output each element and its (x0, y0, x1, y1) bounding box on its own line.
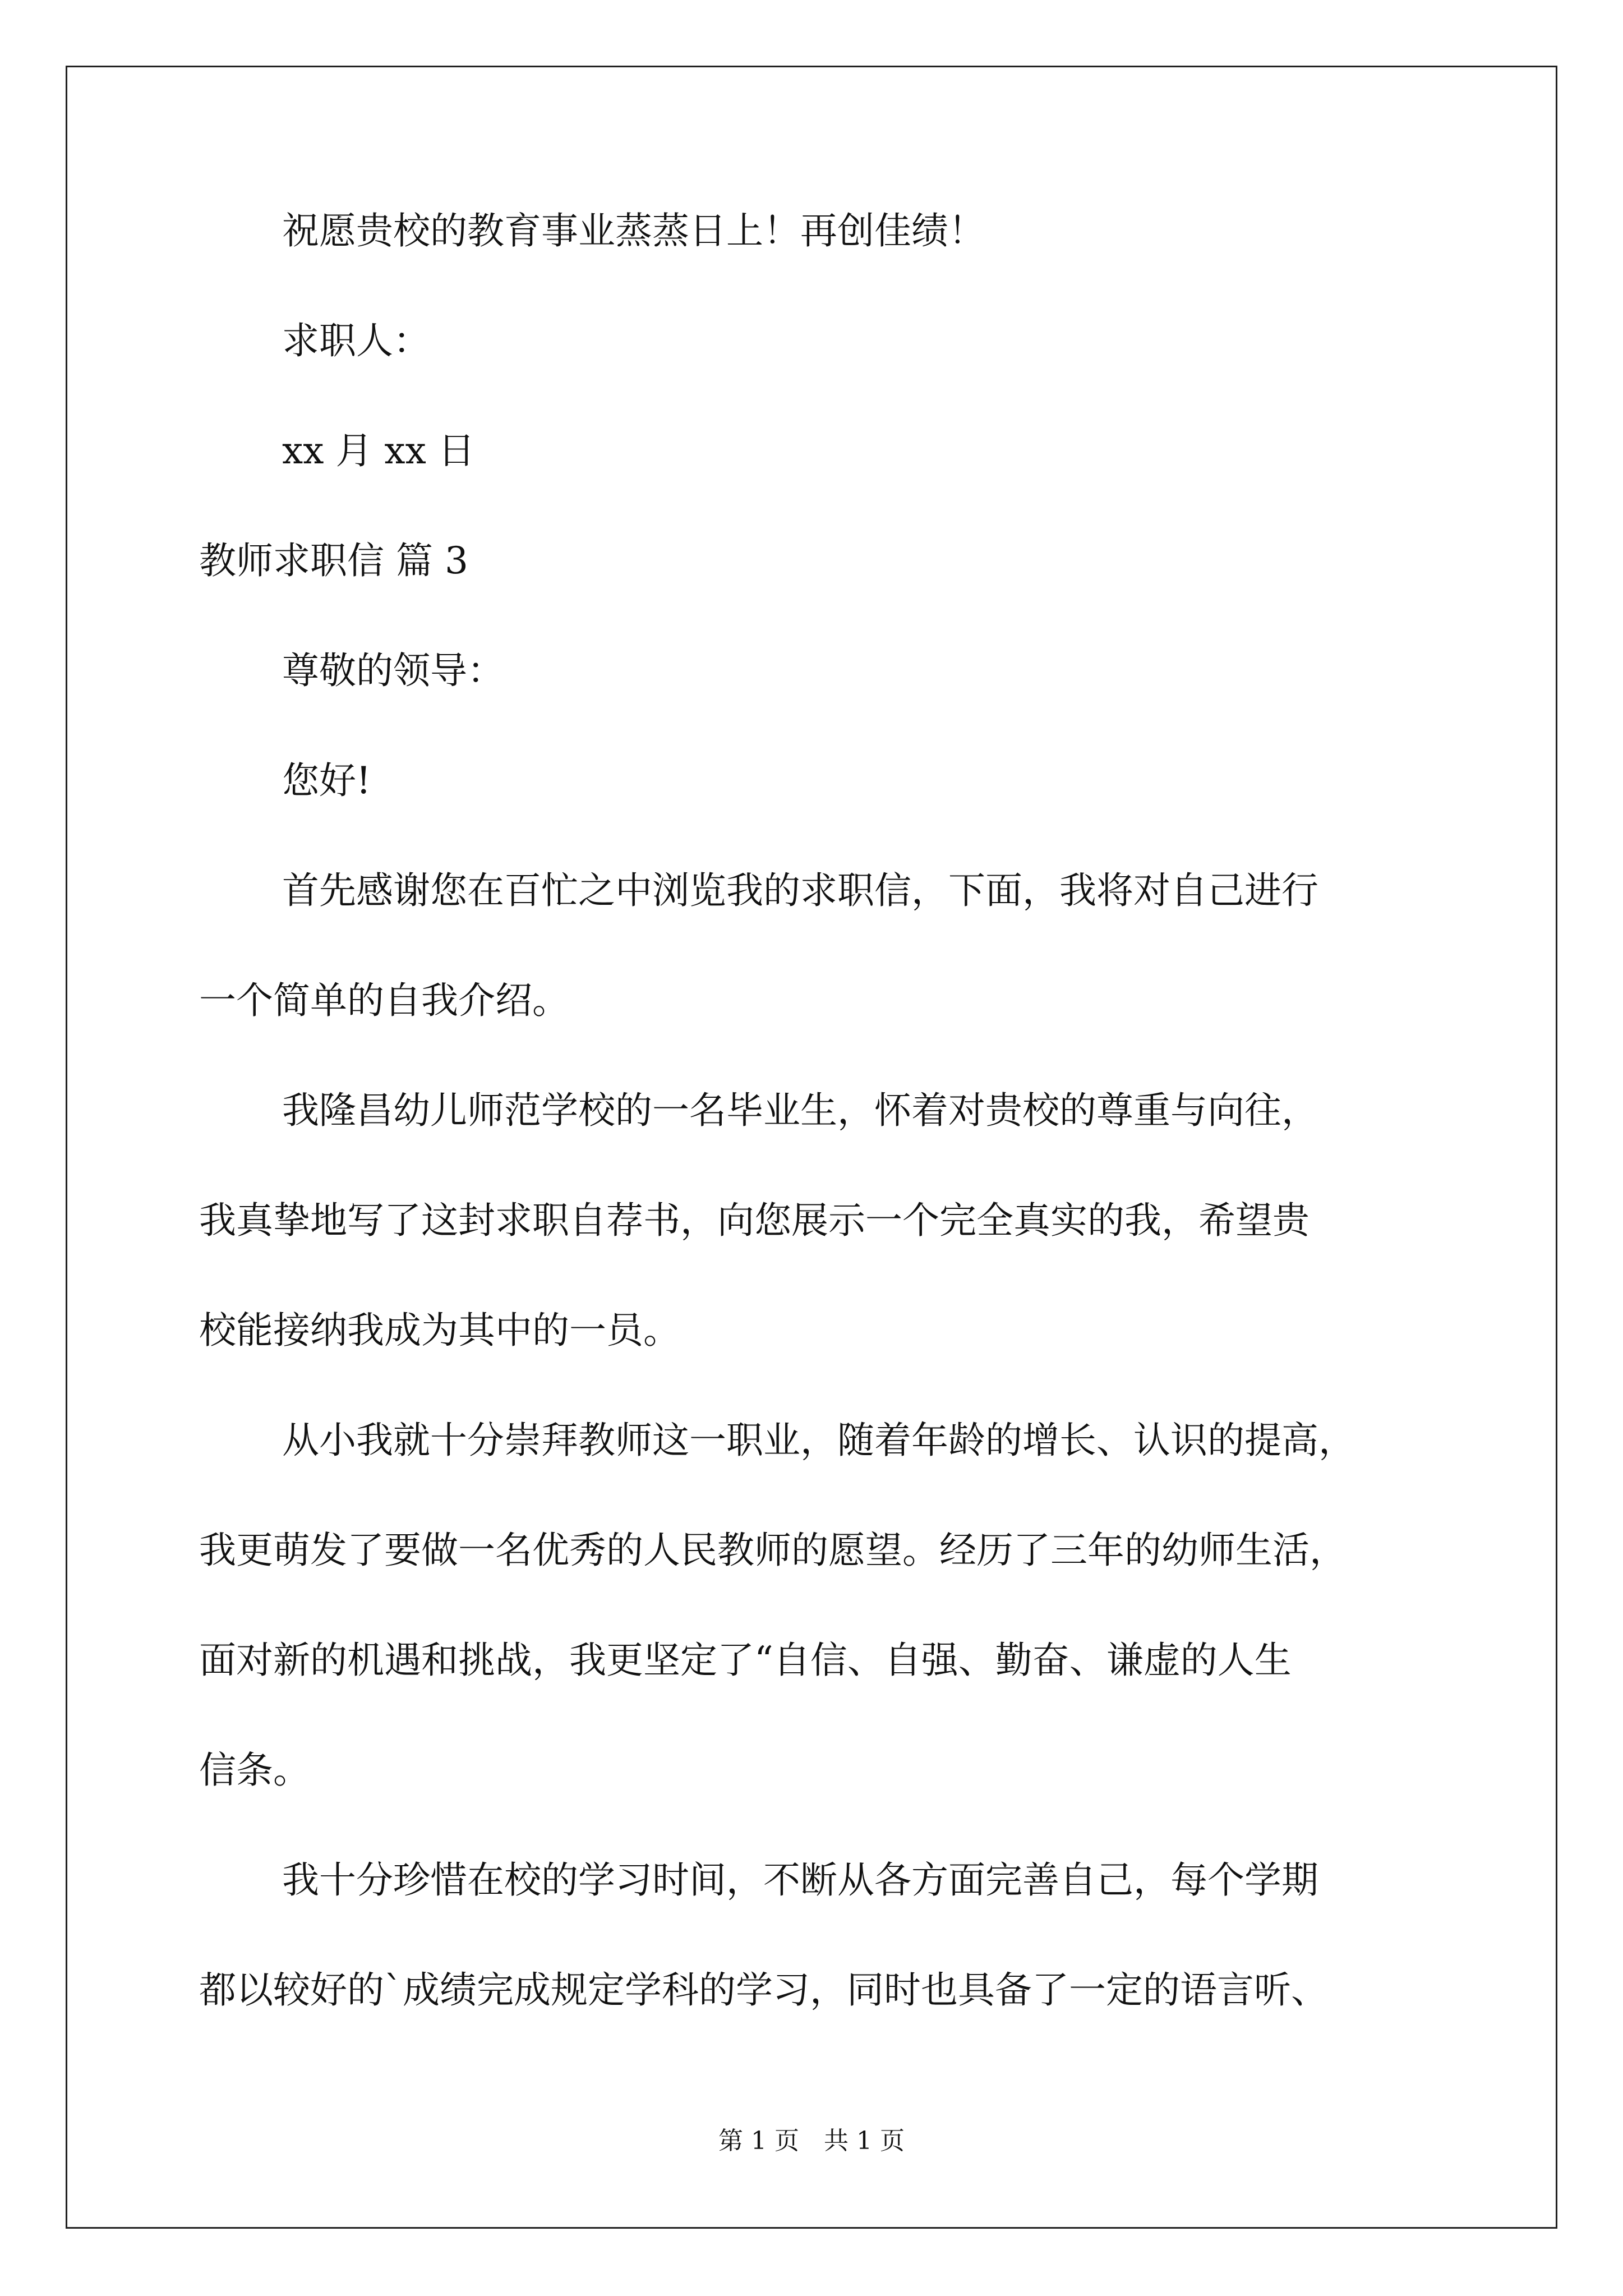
applicant-label: 求职人： (282, 319, 430, 362)
paragraph-line: 面对新的机遇和挑战，我更坚定了“自信、自强、勤奋、谦虚的人生 (199, 1639, 1292, 1682)
paragraph-line: 首先感谢您在百忙之中浏览我的求职信，下面，我将对自己进行 (282, 869, 1318, 912)
paragraph-line: 我更萌发了要做一名优秀的人民教师的愿望。经历了三年的幼师生活， (199, 1529, 1347, 1572)
paragraph-line: 我真挚地写了这封求职自荐书，向您展示一个完全真实的我，希望贵 (199, 1199, 1310, 1242)
section-heading: 教师求职信 篇 3 (199, 539, 468, 582)
greeting: 您好! (282, 759, 371, 802)
paragraph-line: 我隆昌幼儿师范学校的一名毕业生，怀着对贵校的尊重与向往， (282, 1089, 1318, 1132)
salutation: 尊敬的领导： (282, 649, 504, 692)
page-border (66, 66, 1557, 2229)
paragraph-line: 从小我就十分崇拜教师这一职业，随着年龄的增长、认识的提高， (282, 1419, 1355, 1462)
paragraph-line: 校能接纳我成为其中的一员。 (199, 1309, 680, 1352)
paragraph-line: 都以较好的`成绩完成规定学科的学习，同时也具备了一定的语言听、 (199, 1968, 1328, 2012)
paragraph-line: 信条。 (199, 1749, 310, 1792)
closing-wish: 祝愿贵校的教育事业蒸蒸日上！再创佳绩！ (282, 209, 985, 252)
paragraph-line: 我十分珍惜在校的学习时间，不断从各方面完善自己，每个学期 (282, 1858, 1318, 1902)
date-line: xx 月 xx 日 (282, 429, 475, 472)
paragraph-line: 一个简单的自我介绍。 (199, 979, 569, 1022)
page-number-footer: 第 1 页 共 1 页 (718, 2127, 905, 2155)
